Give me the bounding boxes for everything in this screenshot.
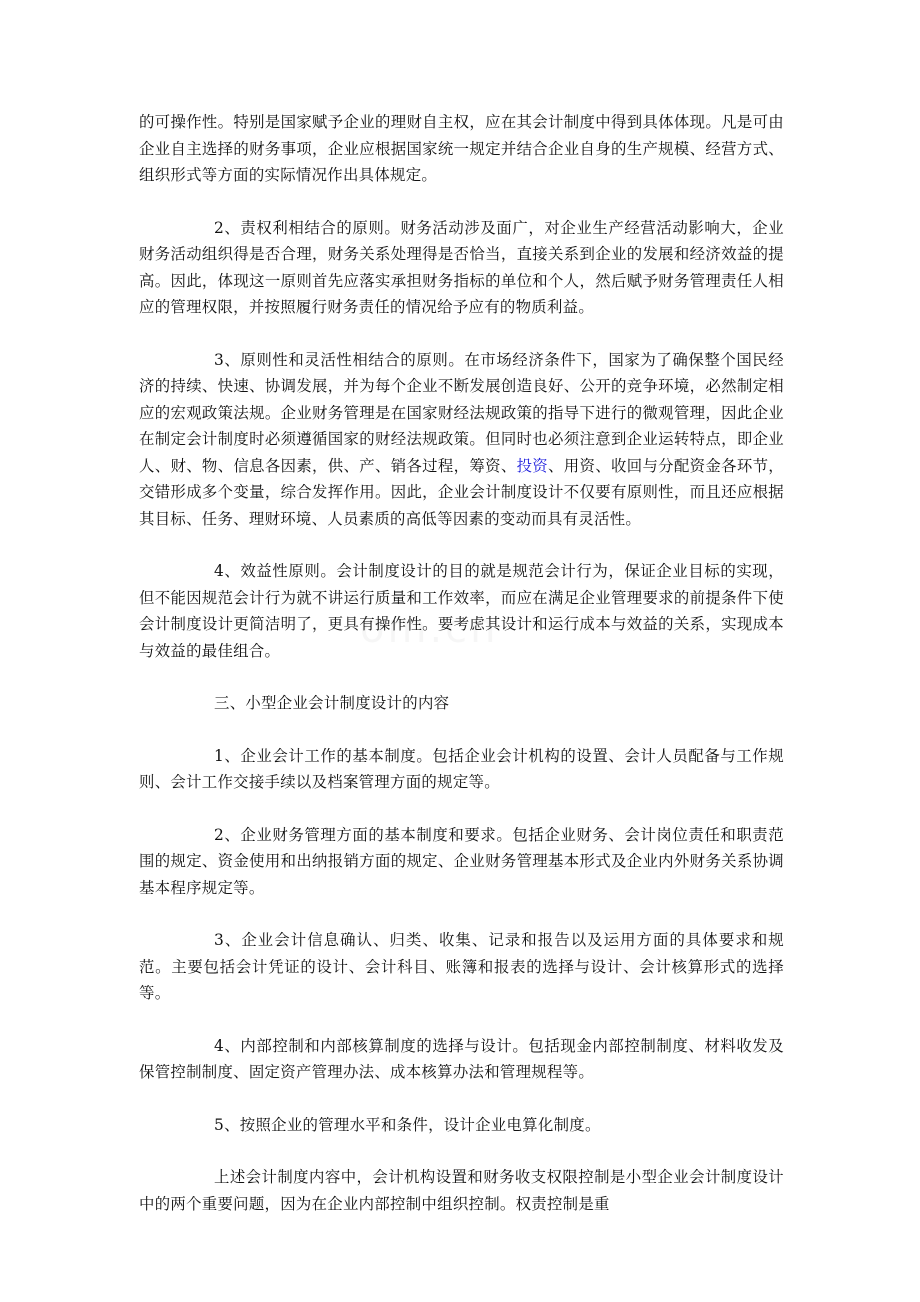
paragraph-summary: 上述会计制度内容中，会计机构设置和财务收支权限控制是小型企业会计制度设计中的两个重要问题，因为在企业内部控制中组织控制。权责控制是重 [139,1168,784,1213]
paragraph-principle-4: 4、效益性原则。会计制度设计的目的就是规范会计行为，保证企业目标的实现，但不能因规范会计行为就不讲运行质量和工作效率，而应在满足企业管理要求的前提条件下使会计制度设计更简洁明了，更具有操作性。要考虑其设计和运行成本与效益的关系，实现成本与效益的最佳组合。 [139,562,784,660]
section-heading-3: 三、小型企业会计制度设计的内容 [214,694,450,712]
paragraph-principle-3-text-before: 3、原则性和灵活性相结合的原则。在市场经济条件下，国家为了确保整个国民经济的持续、快速、协调发展，并为每个企业不断发展创造良好、公开的竞争环境，必然制定相应的宏观政策法规。企业财务管理是在国家财经法规政策的指导下进行的微观管理，因此企业在制定会计制度时必须遵循国家的财经法规政策。但同时也必须注意到企业运转特点，即企业人、财、物、信息各因素，供、产、销各过程，筹资、 [139,350,784,475]
paragraph-content-5: 5、按照企业的管理水平和条件，设计企业电算化制度。 [214,1115,601,1134]
paragraph-content-1: 1、企业会计工作的基本制度。包括企业会计机构的设置、会计人员配备与工作规则、会计工作交接手续以及档案管理方面的规定等。 [139,746,784,791]
investment-link[interactable]: 投资 [516,456,549,475]
paragraph-content-4: 4、内部控制和内部核算制度的选择与设计。包括现金内部控制制度、材料收发及保管控制制度、固定资产管理办法、成本核算办法和管理规程等。 [139,1036,784,1081]
document-body [139,109,784,1243]
paragraph-continuation: 的可操作性。特别是国家赋予企业的理财自主权，应在其会计制度中得到具体体现。凡是可由企业自主选择的财务事项，企业应根据国家统一规定并结合企业自身的生产规模、经营方式、组织形式等方面的实际情况作出具体规定。 [139,113,784,184]
paragraph-principle-3 [139,347,784,533]
paragraph-content-3: 3、企业会计信息确认、归类、收集、记录和报告以及运用方面的具体要求和规范。主要包括会计凭证的设计、会计科目、账簿和报表的选择与设计、会计核算形式的选择等。 [139,931,784,1002]
paragraph-content-2: 2、企业财务管理方面的基本制度和要求。包括企业财务、会计岗位责任和职责范围的规定、资金使用和出纳报销方面的规定、企业财务管理基本形式及企业内外财务关系协调基本程序规定等。 [139,825,784,897]
paragraph-principle-2: 2、责权利相结合的原则。财务活动涉及面广，对企业生产经营活动影响大，企业财务活动组织得是否合理，财务关系处理得是否恰当，直接关系到企业的发展和经济效益的提高。因此，体现这一原则首先应落实承担财务指标的单位和个人，然后赋予财务管理责任人相应的管理权限，并按照履行财务责任的情况给予应有的物质利益。 [139,218,784,316]
paragraph-principle-3-text-after: 、用资、收回与分配资金各环节，交错形成多个变量，综合发挥作用。因此，企业会计制度设计不仅要有原则性，而且还应根据其目标、任务、理财环境、人员素质的高低等因素的变动而具有灵活性。 [139,456,784,528]
